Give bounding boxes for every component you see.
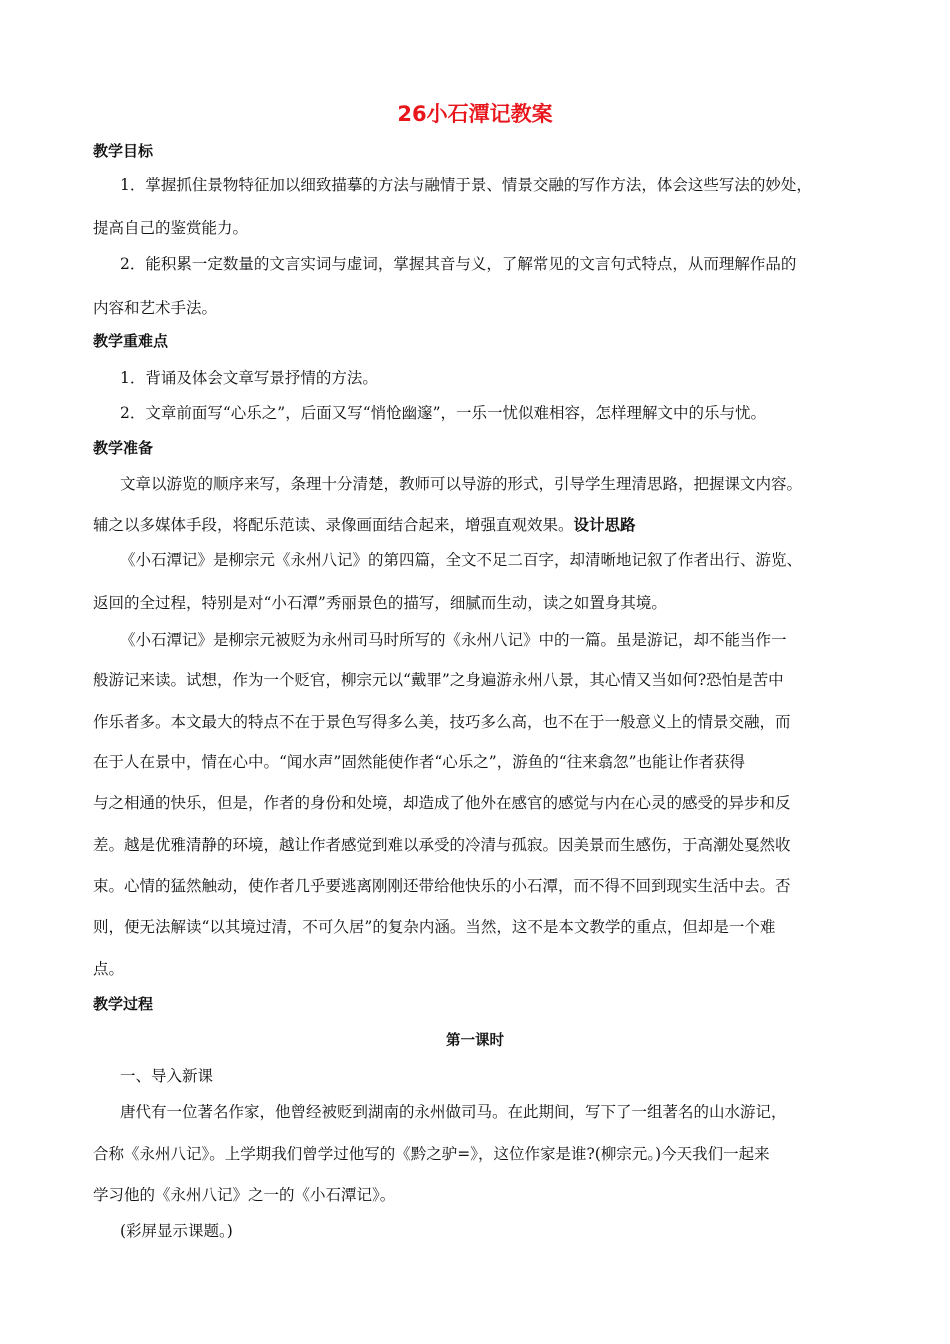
paragraph-line: 合称《永州八记》。上学期我们曾学过他写的《黔之驴=》，这位作家是谁?(柳宗元。)今天我们一起来	[93, 1145, 770, 1163]
paragraph-line: 唐代有一位著名作家，他曾经被贬到湖南的永州做司马。在此期间，写下了一组著名的山水游记，	[120, 1103, 787, 1121]
paragraph-line: 与之相通的快乐，但是，作者的身份和处境，却造成了他外在感官的感觉与内在心灵的感受的异步和反	[93, 794, 791, 812]
paragraph-line: (彩屏显示课题。)	[120, 1222, 233, 1240]
page-title: 26小石潭记教案	[397, 102, 553, 126]
paragraph-line: 提高自己的鉴赏能力。	[93, 219, 249, 237]
paragraph-line: 般游记来读。试想，作为一个贬官，柳宗元以“戴罪”之身遍游永州八景，其心情又当如何?恐怕是苦中	[93, 671, 784, 689]
paragraph-line: 学习他的《永州八记》之一的《小石潭记》。	[93, 1186, 396, 1204]
paragraph-line: 点。	[93, 960, 125, 978]
paragraph-line: 在于人在景中，情在心中。“闻水声”固然能使作者“心乐之”，游鱼的“往来翕忽”也能让作者获得	[93, 753, 746, 771]
section-heading-goals: 教学目标	[93, 142, 154, 160]
section-heading-key-points: 教学重难点	[93, 332, 169, 350]
paragraph-line: 作乐者多。本文最大的特点不在于景色写得多么美，技巧多么高，也不在于一般意义上的情景交融，而	[93, 713, 791, 731]
paragraph-line	[93, 513, 873, 535]
paragraph-line: 束。心情的猛然触动，使作者几乎要逃离刚刚还带给他快乐的小石潭，而不得不回到现实生活中去。否	[93, 877, 791, 895]
design-heading: 设计思路	[573, 516, 636, 534]
paragraph-line: 文章以游览的顺序来写，条理十分清楚，教师可以导游的形式，引导学生理清思路，把握课文内容。	[120, 475, 803, 493]
section-heading-process: 教学过程	[93, 995, 154, 1013]
section-heading-prep: 教学准备	[93, 439, 154, 457]
paragraph-line: 则，便无法解读“以其境过清，不可久居”的复杂内涵。当然，这不是本文教学的重点，但却是一个难	[93, 918, 776, 936]
paragraph-line: 1．掌握抓住景物特征加以细致描摹的方法与融情于景、情景交融的写作方法，体会这些写法的妙处，	[120, 176, 812, 194]
prep-line-text: 辅之以多媒体手段，将配乐范读、录像画面结合起来，增强直观效果。	[93, 516, 574, 534]
paragraph-line: 内容和艺术手法。	[93, 299, 218, 317]
paragraph-line: 一、导入新课	[120, 1067, 214, 1085]
paragraph-line: 差。越是优雅清静的环境，越让作者感觉到难以承受的冷清与孤寂。因美景而生感伤，于高潮处戛然收	[93, 836, 791, 854]
paragraph-line: 2．能积累一定数量的文言实词与虚词，掌握其音与义，了解常见的文言句式特点，从而理解作品的	[120, 255, 797, 273]
paragraph-line: 2．文章前面写“心乐之”，后面又写“悄怆幽邃”，一乐一忧似难相容，怎样理解文中的乐与忧。	[120, 404, 767, 422]
paragraph-line: 《小石潭记》是柳宗元《永州八记》的第四篇，全文不足二百字，却清晰地记叙了作者出行、游览、	[120, 551, 803, 569]
paragraph-line: 返回的全过程，特别是对“小石潭”秀丽景色的描写，细腻而生动，读之如置身其境。	[93, 594, 667, 612]
paragraph-line: 1．背诵及体会文章写景抒情的方法。	[120, 369, 378, 387]
lesson-heading: 第一课时	[446, 1033, 504, 1049]
paragraph-line: 《小石潭记》是柳宗元被贬为永州司马时所写的《永州八记》中的一篇。虽是游记，却不能当作一	[120, 631, 787, 649]
